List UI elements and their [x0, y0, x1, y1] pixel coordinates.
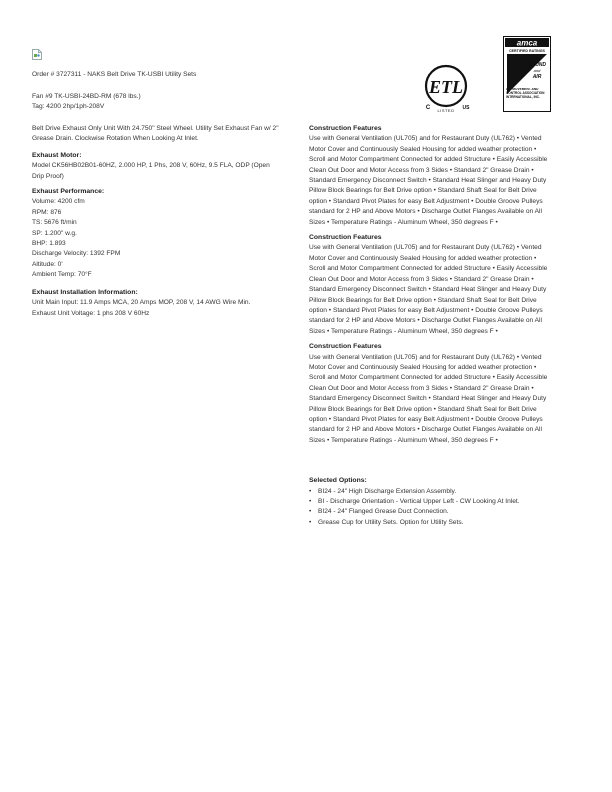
option-item: • BI24 - 24" High Discharge Extension Assembly. — [309, 487, 553, 497]
right-column — [309, 124, 553, 528]
amca-and: and — [533, 68, 541, 73]
option-item: • BI24 - 24" Flanged Grease Duct Connection. — [309, 507, 553, 517]
order-line: Order # 3727311 - NAKS Belt Drive TK-USBI Utility Sets — [32, 71, 197, 78]
amca-brand: amca — [516, 38, 538, 48]
construction-features-block — [309, 124, 553, 228]
construction-features-text: Use with General Ventilation (UL705) and for Restaurant Duty (UL762) • Vented Motor Cover and Continuously Sealed Housing for added weather protection • Scroll and Motor Compartment Connected for added Structure • Easily Accessible Clean Out Door and Motor Access from 3 Sides • Standard 2" Grease Drain • Standard Emergency Disconnect Switch • Standard Heat Slinger and Heavy Duty Pillow Block Bearings for Belt Drive option • Standard Shaft Seal for Belt Drive option • Standard Pivot Plates for easy Belt Adjustment • Double Groove Pulleys standard for 2 HP and Above Motors • Discharge Outlet Flanges Available on All Sizes • Temperature Ratings - Aluminum Wheel, 350 degrees F • — [309, 135, 548, 226]
exhaust-unit-voltage: Exhaust Unit Voltage: 1 phs 208 V 60Hz — [32, 309, 150, 317]
exhaust-performance-list — [32, 197, 282, 280]
amca-air: AIR — [532, 74, 542, 80]
performance-bhp: BHP: 1.893 — [32, 240, 66, 248]
construction-features-heading: Construction Features — [309, 234, 382, 242]
tag-line: Tag: 4200 2hp/1ph-208V — [32, 103, 105, 110]
exhaust-installation-text: Unit Main Input: 11.9 Amps MCA, 20 Amps MOP, 208 V, 14 AWG Wire Min. — [32, 299, 251, 307]
exhaust-motor-heading: Exhaust Motor: — [32, 151, 82, 159]
exhaust-performance-heading: Exhaust Performance: — [32, 188, 105, 196]
construction-features-text: Use with General Ventilation (UL705) and for Restaurant Duty (UL762) • Vented Motor Cover and Continuously Sealed Housing for added weather protection • Scroll and Motor Compartment Connected for added Structure • Easily Accessible Clean Out Door and Motor Access from 3 Sides • Standard 2" Grease Drain • Standard Emergency Disconnect Switch • Standard Heat Slinger and Heavy Duty Pillow Block Bearings for Belt Drive option • Standard Shaft Seal for Belt Drive option • Standard Pivot Plates for easy Belt Adjustment • Double Groove Pulleys standard for 2 HP and Above Motors • Discharge Outlet Flanges Available on All Sizes • Temperature Ratings - Aluminum Wheel, 350 degrees F • — [309, 353, 548, 444]
amca-sound: SOUND — [527, 62, 547, 68]
left-column — [32, 124, 282, 319]
amca-fine-print: AIR MOVEMENT AND CONTROL ASSOCIATION INTERNATIONAL, INC. — [506, 88, 545, 99]
etl-us: US — [462, 105, 470, 111]
construction-features-block — [309, 342, 553, 446]
performance-static-pressure: SP: 1.200" w.g. — [32, 229, 77, 237]
performance-tip-speed: TS: 5676 ft/min — [32, 219, 77, 227]
exhaust-motor-text: Model CK56HB02B01-60HZ, 2.000 HP, 1 Phs, 208 V, 60Hz, 9.5 FLA, ODP (Open Drip Proof) — [32, 162, 270, 180]
etl-listed-logo — [414, 62, 494, 114]
amca-seal-logo — [503, 36, 551, 112]
selected-options-list — [309, 487, 553, 529]
etl-mark: ETL — [429, 77, 463, 97]
performance-discharge-velocity: Discharge Velocity: 1392 FPM — [32, 250, 121, 258]
performance-volume: Volume: 4200 cfm — [32, 198, 85, 206]
construction-features-heading: Construction Features — [309, 343, 382, 351]
etl-c: C — [425, 105, 431, 111]
amca-certified-ratings: CERTIFIED RATINGS — [509, 49, 545, 53]
exhaust-installation-heading: Exhaust Installation Information: — [32, 288, 138, 296]
selected-options-section — [309, 476, 553, 528]
construction-features-text: Use with General Ventilation (UL705) and for Restaurant Duty (UL762) • Vented Motor Cover and Continuously Sealed Housing for added weather protection • Scroll and Motor Compartment Connected for added Structure • Easily Accessible Clean Out Door and Motor Access from 3 Sides • Standard 2" Grease Drain • Standard Emergency Disconnect Switch • Standard Heat Slinger and Heavy Duty Pillow Block Bearings for Belt Drive option • Standard Shaft Seal for Belt Drive option • Standard Pivot Plates for easy Belt Adjustment • Double Groove Pulleys standard for 2 HP and Above Motors • Discharge Outlet Flanges Available on All Sizes • Temperature Ratings - Aluminum Wheel, 350 degrees F • — [309, 244, 548, 335]
fan-line: Fan #9 TK-USBI-24BD-RM (678 lbs.) — [32, 93, 141, 100]
performance-ambient-temp: Ambient Temp: 70°F — [32, 271, 92, 279]
construction-features-heading: Construction Features — [309, 125, 382, 132]
option-item: • Grease Cup for Utility Sets. Option for Utility Sets. — [309, 518, 553, 528]
option-item: • BI - Discharge Orientation - Vertical Upper Left - CW Looking At Inlet. — [309, 497, 553, 507]
construction-features-block — [309, 233, 553, 337]
selected-options-heading: Selected Options: — [309, 477, 367, 485]
performance-rpm: RPM: 876 — [32, 208, 62, 216]
unit-description: Belt Drive Exhaust Only Unit With 24.750" Steel Wheel. Utility Set Exhaust Fan w/ 2" Grease Drain. Clockwise Rotation When Looking At Inlet. — [32, 125, 279, 143]
broken-image-icon — [32, 47, 42, 58]
etl-listed: LISTED — [437, 108, 455, 113]
performance-altitude: Altitude: 0' — [32, 260, 63, 268]
